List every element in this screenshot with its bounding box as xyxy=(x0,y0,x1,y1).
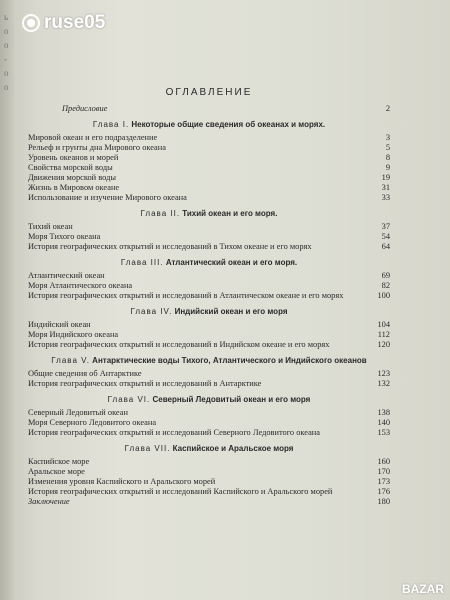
toc-entry xyxy=(28,143,390,153)
toc-entry xyxy=(28,183,390,193)
toc-entry xyxy=(28,133,390,143)
toc-entry-text: Заключение xyxy=(28,497,70,506)
toc-entry-text: Движения морской воды xyxy=(28,173,116,182)
toc-entry-text: Мировой океан и его подразделение xyxy=(28,133,158,142)
chapter-number: Глава III. xyxy=(120,258,164,267)
toc-entry-page: 123 xyxy=(377,369,390,378)
chapter-number: Глава IV. xyxy=(130,307,173,316)
toc-entry xyxy=(28,467,390,477)
toc-entry-page: 173 xyxy=(377,477,390,486)
toc-chapter-heading xyxy=(28,355,390,366)
toc-entry-text: Изменения уровня Каспийского и Аральского морей xyxy=(28,477,216,486)
toc-entry xyxy=(28,193,390,203)
toc-entry xyxy=(28,291,390,301)
toc-entry xyxy=(28,330,390,340)
toc-title: ОГЛАВЛЕНИЕ xyxy=(165,87,253,98)
toc-entry-page: 100 xyxy=(377,291,390,300)
chapter-title: Некоторые общие сведения об океанах и морях. xyxy=(131,120,326,129)
toc-entry-page: 3 xyxy=(385,133,390,142)
toc-entry-page: 54 xyxy=(381,232,390,241)
toc-chapter-heading xyxy=(28,443,390,454)
toc-chapter-heading xyxy=(28,119,390,130)
toc-entry-text: Использование и изучение Мирового океана xyxy=(28,193,187,202)
toc-entry-text: История географических открытий и исследований Северного Ледовитого океана xyxy=(28,428,320,437)
chapter-title: Тихий океан и его моря. xyxy=(182,209,278,218)
toc-conclusion xyxy=(28,497,390,507)
toc-entry xyxy=(28,418,390,428)
toc-entry-text: Каспийское море xyxy=(28,457,90,466)
toc-entry-text: Общие сведения об Антарктике xyxy=(28,369,142,378)
toc-entry-text: Уровень океанов и морей xyxy=(28,153,119,162)
toc-entry-text: Северный Ледовитый океан xyxy=(28,408,128,417)
toc-entry-page: 153 xyxy=(377,428,390,437)
toc-entry-page: 176 xyxy=(377,487,390,496)
toc-entry-text: Атлантический океан xyxy=(28,271,105,280)
toc-entry-page: 140 xyxy=(377,418,390,427)
toc-entry-text: Аральское море xyxy=(28,467,85,476)
toc-entry-page: 120 xyxy=(377,340,390,349)
toc-entry xyxy=(28,222,390,232)
chapter-title: Индийский океан и его моря xyxy=(174,307,288,316)
toc-entry-text: История географических открытий и исследований Каспийского и Аральского морей xyxy=(28,487,333,496)
toc-entry-text: Индийский океан xyxy=(28,320,91,329)
toc-entry xyxy=(28,320,390,330)
chapter-number: Глава II. xyxy=(140,209,181,218)
toc-entry-text: История географических открытий и исследований в Индийском океане и его морях xyxy=(28,340,330,349)
toc-entry xyxy=(28,271,390,281)
toc-entry xyxy=(28,242,390,252)
circle-logo-icon xyxy=(22,14,40,32)
toc-entry-page: 33 xyxy=(381,193,390,202)
toc-entry-text: История географических открытий и исследований в Тихом океане и его морях xyxy=(28,242,312,251)
toc-entry-page: 138 xyxy=(377,408,390,417)
toc-entry-text: Жизнь в Мировом океане xyxy=(28,183,120,192)
toc-entry-page: 9 xyxy=(385,163,390,172)
toc-chapter-heading xyxy=(28,257,390,268)
toc-entry xyxy=(28,379,390,389)
toc-entry-text: Моря Северного Ледовитого океана xyxy=(28,418,157,427)
chapter-number: Глава I. xyxy=(92,120,130,129)
toc-entry-page: 104 xyxy=(377,320,390,329)
toc-entry-text: Рельеф и грунты дна Мирового океана xyxy=(28,143,166,152)
chapter-title: Каспийское и Аральское моря xyxy=(172,444,294,453)
toc-entry-page: 69 xyxy=(381,271,390,280)
toc-entry xyxy=(28,281,390,291)
toc-entry xyxy=(28,477,390,487)
toc-chapter-heading xyxy=(28,394,390,405)
toc-entry xyxy=(28,487,390,497)
toc-entry-page: 112 xyxy=(377,330,390,339)
toc-entry xyxy=(28,163,390,173)
toc-entry-text: Свойства морской воды xyxy=(28,163,113,172)
toc-entry-page: 64 xyxy=(381,242,390,251)
chapter-title: Антарктические воды Тихого, Атлантического и Индийского океанов xyxy=(92,356,367,365)
toc-entry xyxy=(28,340,390,350)
chapter-title: Северный Ледовитый океан и его моря xyxy=(152,395,311,404)
chapter-number: Глава V. xyxy=(51,356,90,365)
bleed-through-text: ь о о - о о xyxy=(4,12,9,92)
toc-entry xyxy=(28,173,390,183)
toc-entry-page: 180 xyxy=(377,497,390,506)
toc-entry-page: 19 xyxy=(381,173,390,182)
toc-entry-page: 170 xyxy=(377,467,390,476)
toc-entry-page: 5 xyxy=(385,143,390,152)
toc-preface xyxy=(28,104,390,114)
toc-entry-page: 160 xyxy=(377,457,390,466)
toc-entry-text: Моря Индийского океана xyxy=(28,330,119,339)
toc-entry xyxy=(28,428,390,438)
chapter-title: Атлантический океан и его моря. xyxy=(165,258,298,267)
watermark-text: ruse05 xyxy=(44,12,106,33)
toc-entry-page: 8 xyxy=(385,153,390,162)
toc-entry xyxy=(28,369,390,379)
toc-chapters xyxy=(28,119,390,497)
table-of-contents xyxy=(28,88,390,507)
toc-entry-text: История географических открытий и исследований в Атлантическом океане и его морях xyxy=(28,291,344,300)
toc-entry-text: Моря Атлантического океана xyxy=(28,281,133,290)
toc-entry xyxy=(28,153,390,163)
toc-entry-page: 31 xyxy=(381,183,390,192)
toc-chapter-heading xyxy=(28,208,390,219)
toc-entry-text: Предисловие xyxy=(62,104,108,113)
toc-entry-text: Моря Тихого океана xyxy=(28,232,101,241)
toc-entry-text: Тихий океан xyxy=(28,222,73,231)
bottom-watermark: BAZAR xyxy=(402,582,444,596)
toc-entry-page: 82 xyxy=(381,281,390,290)
toc-chapter-heading xyxy=(28,306,390,317)
chapter-number: Глава VII. xyxy=(124,444,171,453)
toc-entry-page: 2 xyxy=(385,104,390,113)
toc-entry xyxy=(28,232,390,242)
toc-entry xyxy=(28,457,390,467)
watermark xyxy=(22,12,105,34)
toc-entry-text: История географических открытий и исследований в Антарктике xyxy=(28,379,262,388)
chapter-number: Глава VI. xyxy=(107,395,151,404)
toc-entry xyxy=(28,408,390,418)
toc-entry-page: 132 xyxy=(377,379,390,388)
toc-entry-page: 37 xyxy=(381,222,390,231)
